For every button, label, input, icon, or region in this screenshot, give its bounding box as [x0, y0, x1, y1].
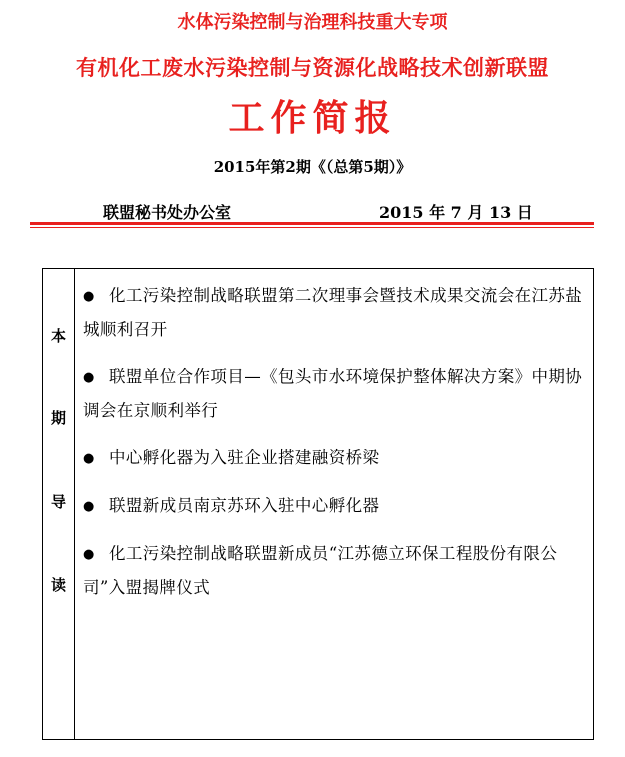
- guide-label-column: [43, 269, 75, 739]
- program-title: 水体污染控制与治理科技重大专项: [177, 12, 448, 33]
- guide-item: [83, 489, 588, 523]
- header-divider-thick: [30, 222, 594, 225]
- guide-item: [83, 360, 588, 427]
- issuing-office: 联盟秘书处办公室: [103, 203, 232, 222]
- header-divider-thin: [30, 227, 594, 228]
- bullet-icon: ●: [83, 451, 95, 466]
- guide-item: [83, 279, 588, 346]
- guide-item-text: 联盟单位合作项目—《包头市水环境保护整体解决方案》中期协调会在京顺利举行: [83, 367, 583, 420]
- guide-item: [83, 441, 588, 475]
- issue-date: 2015 年 7 月 13 日: [379, 203, 533, 222]
- guide-item: [83, 537, 588, 604]
- bulletin-title: 工作简报: [228, 97, 397, 139]
- guide-item-text: 联盟新成员南京苏环入驻中心孵化器: [109, 496, 380, 515]
- guide-label-char: 本: [50, 327, 66, 345]
- guide-box: [42, 268, 594, 740]
- alliance-name: 有机化工废水污染控制与资源化战略技术创新联盟: [76, 55, 549, 80]
- guide-list: [83, 279, 588, 618]
- guide-label-char: 读: [50, 576, 66, 594]
- guide-item-text: 化工污染控制战略联盟新成员“江苏德立环保工程股份有限公司”入盟揭牌仪式: [83, 544, 558, 597]
- bullet-icon: ●: [83, 289, 95, 304]
- guide-label-char: 导: [50, 493, 66, 511]
- bullet-icon: ●: [83, 499, 95, 514]
- guide-item-text: 中心孵化器为入驻企业搭建融资桥梁: [109, 448, 380, 467]
- issue-number: 2015年第2期《（总第5期）》: [213, 158, 412, 176]
- guide-label-char: 期: [50, 409, 66, 427]
- bullet-icon: ●: [83, 547, 95, 562]
- guide-item-text: 化工污染控制战略联盟第二次理事会暨技术成果交流会在江苏盐城顺利召开: [83, 286, 583, 339]
- bullet-icon: ●: [83, 370, 95, 385]
